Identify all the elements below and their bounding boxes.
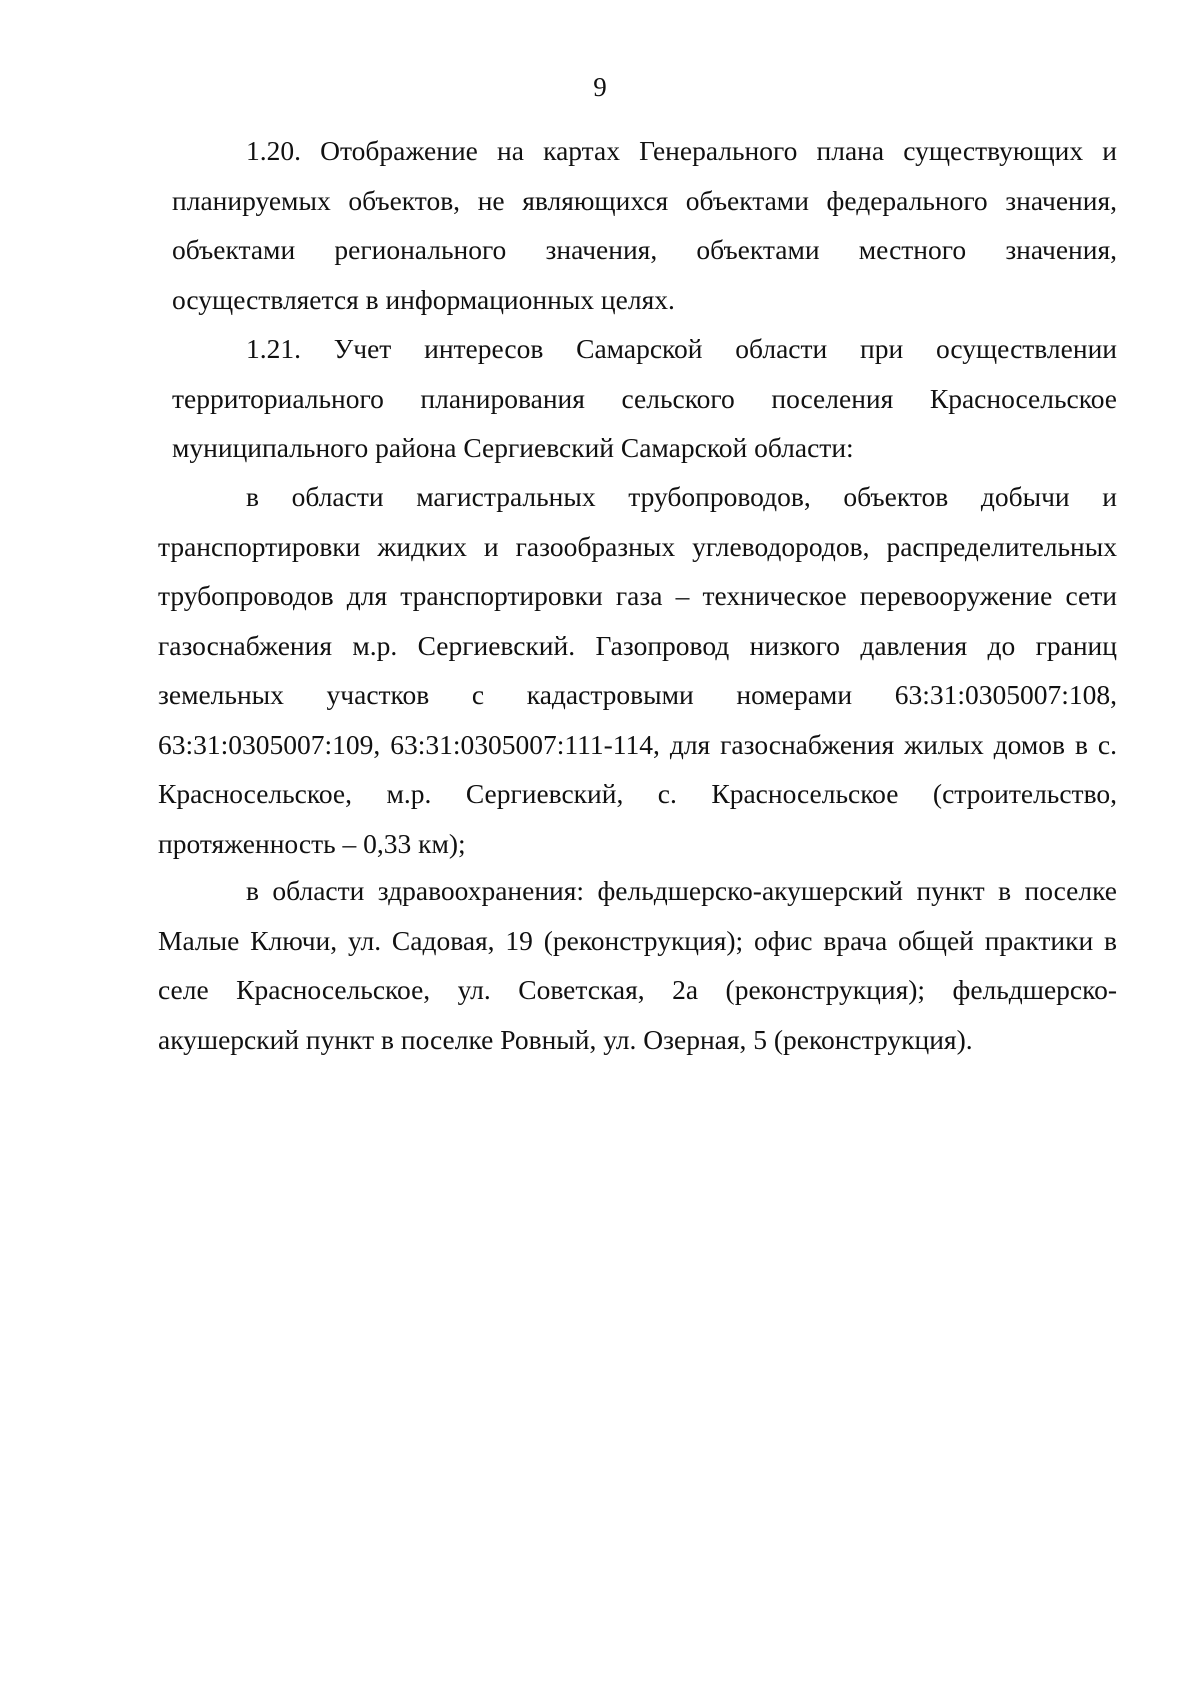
- paragraph-healthcare: в области здравоохранения: фельдшерско-акушерский пункт в поселке Малые Ключи, ул. Садовая, 19 (реконструкция); офис врача общей практики в селе Красносельское, ул. Советская, 2а (реконструкция); фельдшерско-акушерский пункт в поселке Ровный, ул. Озерная, 5 (реконструкция).: [158, 875, 1117, 1055]
- paragraph-1-21: 1.21. Учет интересов Самарской области при осуществлении территориального планирования сельского поселения Красносельское муниципального района Сергиевский Самарской области:: [172, 333, 1117, 463]
- paragraph-pipelines: в области магистральных трубопроводов, объектов добычи и транспортировки жидких и газообразных углеводородов, распределительных трубопроводов для транспортировки газа – техническое перевооружение сети газоснабжения м.р. Сергиевский. Газопровод низкого давления до границ земельных участков с кадастровыми номерами 63:31:0305007:108, 63:31:0305007:109, 63:31:0305007:111-114, для газоснабжения жилых домов в с. Красносельское, м.р. Сергиевский, с. Красносельское (строительство, протяженность – 0,33 км);: [158, 481, 1117, 859]
- page-number: 9: [593, 72, 607, 102]
- paragraph-1-20: 1.20. Отображение на картах Генерального плана существующих и планируемых объектов, не являющихся объектами федерального значения, объектами регионального значения, объектами местного значения, осуществляется в информационных целях.: [172, 135, 1117, 315]
